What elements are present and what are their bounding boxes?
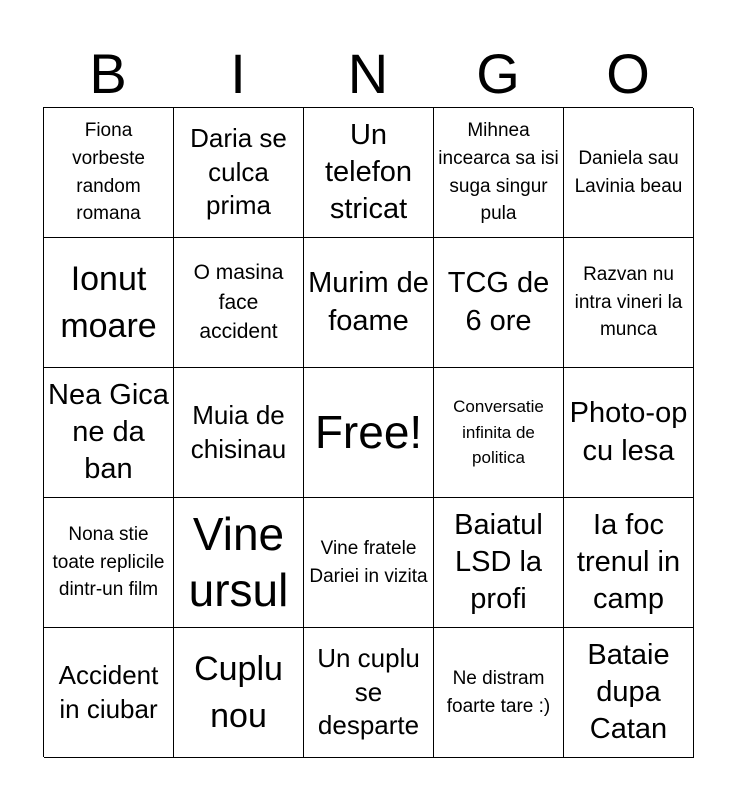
- header-letter-i: I: [230, 42, 246, 105]
- header-letter-g: G: [476, 42, 520, 105]
- bingo-cell-r1c4[interactable]: [434, 108, 564, 238]
- bingo-cell-r2c5[interactable]: [564, 238, 694, 368]
- bingo-cell-r3c2[interactable]: [174, 368, 304, 498]
- cell-text: Vine ursul: [188, 508, 289, 616]
- bingo-cell-r3c4[interactable]: [434, 368, 564, 498]
- bingo-cell-r4c2[interactable]: [174, 498, 304, 628]
- bingo-cell-r2c3[interactable]: [304, 238, 434, 368]
- bingo-cell-r5c2[interactable]: [174, 628, 304, 758]
- cell-text: TCG de 6 ore: [447, 267, 550, 337]
- cell-text: Nona stie toate replicile dintr-un film: [52, 524, 165, 601]
- header-letter-b: B: [89, 42, 127, 105]
- cell-text: Murim de foame: [308, 267, 429, 337]
- cell-text: Photo-op cu lesa: [569, 397, 688, 467]
- bingo-cell-r1c2[interactable]: [174, 108, 304, 238]
- bingo-cell-r2c4[interactable]: [434, 238, 564, 368]
- bingo-cell-r2c1[interactable]: [44, 238, 174, 368]
- cell-text: Nea Gica ne da ban: [48, 378, 169, 486]
- cell-text: Un telefon stricat: [324, 118, 413, 226]
- cell-text: Fiona vorbeste random romana: [72, 120, 145, 225]
- bingo-cell-r3c5[interactable]: [564, 368, 694, 498]
- cell-text: Daria se culca prima: [190, 122, 287, 221]
- cell-text: Daniela sau Lavinia beau: [574, 147, 683, 197]
- bingo-cell-r5c1[interactable]: [44, 628, 174, 758]
- cell-text: Cuplu nou: [194, 649, 283, 735]
- bingo-cell-r5c5[interactable]: [564, 628, 694, 758]
- bingo-cell-r4c5[interactable]: [564, 498, 694, 628]
- bingo-cell-r5c4[interactable]: [434, 628, 564, 758]
- cell-text: Bataie dupa Catan: [587, 638, 670, 746]
- bingo-grid: [43, 107, 693, 757]
- cell-text: Un cuplu se desparte: [317, 642, 420, 741]
- cell-text: Ia foc trenul in camp: [576, 508, 681, 616]
- free-space: Free!: [314, 405, 423, 458]
- bingo-cell-r2c2[interactable]: [174, 238, 304, 368]
- cell-text: Mihnea incearca sa isi suga singur pula: [438, 120, 559, 225]
- bingo-cell-r3c3[interactable]: [304, 368, 434, 498]
- cell-text: O masina face accident: [193, 261, 284, 344]
- cell-text: Ionut moare: [60, 259, 157, 345]
- bingo-cell-r4c3[interactable]: [304, 498, 434, 628]
- cell-text: Ne distram foarte tare :): [446, 667, 551, 717]
- bingo-cell-r4c1[interactable]: [44, 498, 174, 628]
- cell-text: Conversatie infinita de politica: [453, 397, 544, 468]
- bingo-cell-r4c4[interactable]: [434, 498, 564, 628]
- header-letter-o: O: [606, 42, 650, 105]
- bingo-cell-r1c5[interactable]: [564, 108, 694, 238]
- bingo-cell-r1c1[interactable]: [44, 108, 174, 238]
- cell-text: Razvan nu intra vineri la munca: [574, 264, 683, 341]
- cell-text: Baiatul LSD la profi: [454, 508, 543, 616]
- cell-text: Accident in ciubar: [58, 659, 159, 724]
- bingo-cell-r3c1[interactable]: [44, 368, 174, 498]
- bingo-cell-r5c3[interactable]: [304, 628, 434, 758]
- cell-text: Muia de chisinau: [190, 399, 287, 464]
- bingo-cell-r1c3[interactable]: [304, 108, 434, 238]
- header-letter-n: N: [347, 42, 389, 105]
- bingo-header: [43, 40, 693, 108]
- cell-text: Vine fratele Dariei in vizita: [309, 537, 428, 587]
